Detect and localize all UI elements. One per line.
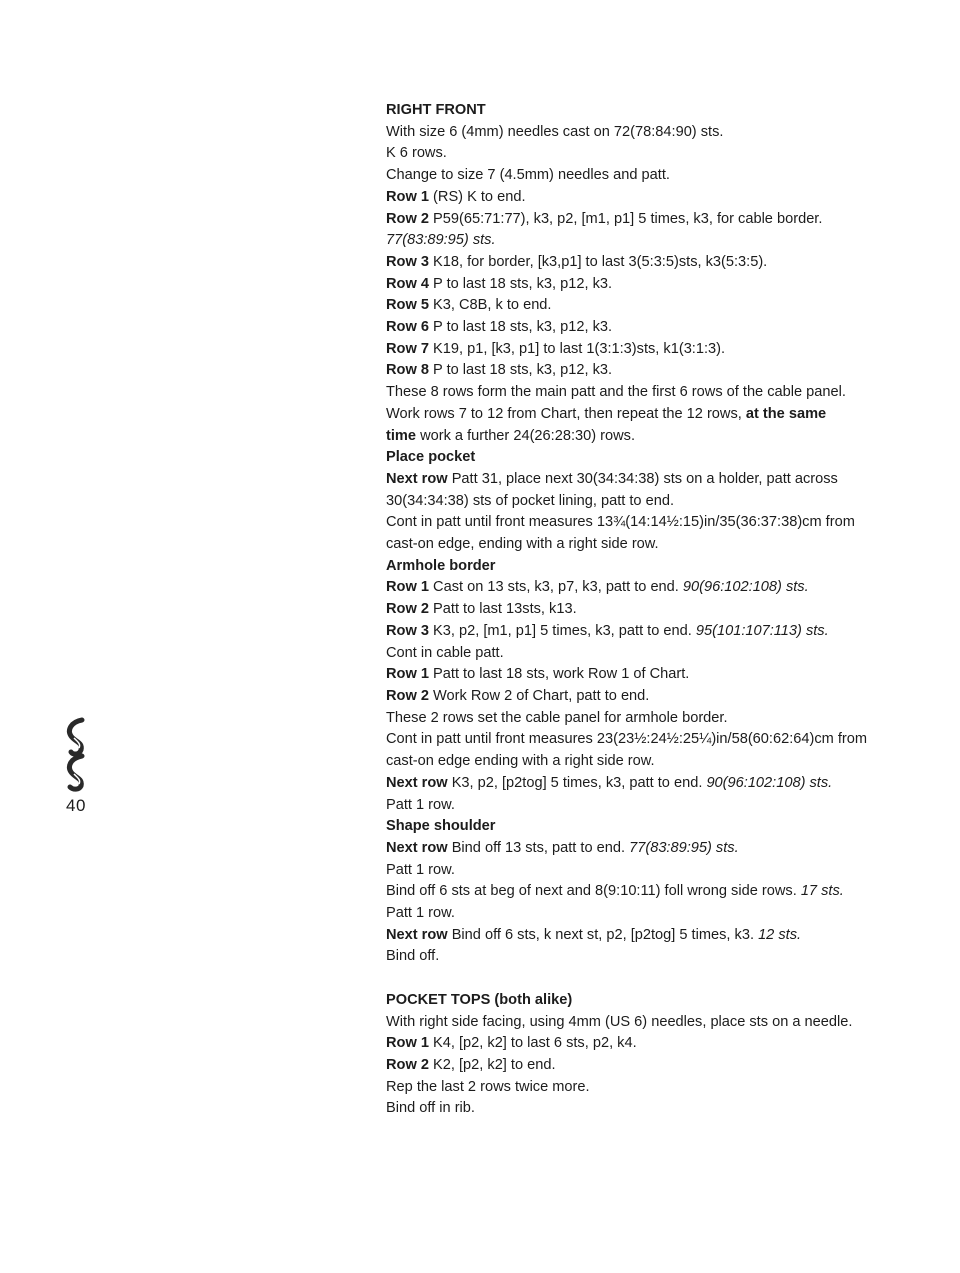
row-text: Patt to last 18 sts, work Row 1 of Chart. <box>428 666 690 683</box>
row-text: P to last 18 sts, k3, p12, k3. <box>428 319 613 336</box>
row-label: Row 1 <box>386 666 429 683</box>
section-heading-right-front: RIGHT FRONT <box>386 102 486 118</box>
row-text: P59(65:71:77), k3, p2, [m1, p1] 5 times, k3, for cable border. <box>428 210 823 227</box>
row-label: Row 2 <box>386 601 429 618</box>
instruction-line: Patt 1 row. <box>386 796 455 813</box>
instruction-line <box>386 404 916 426</box>
row-instruction <box>386 599 916 621</box>
instruction-line: cast-on edge, ending with a right side row. <box>386 536 659 553</box>
row-instruction <box>386 1033 916 1055</box>
row-instruction <box>386 1055 916 1077</box>
row-instruction <box>386 187 916 209</box>
row-text: K2, [p2, k2] to end. <box>428 1056 556 1073</box>
row-instruction <box>386 339 916 361</box>
row-label: Next row <box>386 774 448 791</box>
instruction-line: Bind off. <box>386 948 440 965</box>
row-instruction <box>386 295 916 317</box>
row-text: Bind off 6 sts, k next st, p2, [p2tog] 5 times, k3. <box>447 926 759 943</box>
row-label: Row 3 <box>386 622 429 639</box>
row-label: Row 1 <box>386 188 429 205</box>
instruction-line: Change to size 7 (4.5mm) needles and patt. <box>386 167 670 184</box>
page-number: 40 <box>66 796 86 815</box>
row-label: Row 3 <box>386 253 429 270</box>
row-label: Row 2 <box>386 210 429 227</box>
row-instruction <box>386 274 916 296</box>
instruction-line <box>386 426 916 448</box>
row-label: Row 4 <box>386 275 429 292</box>
instruction-line: Patt 1 row. <box>386 905 455 922</box>
chain-link-icon <box>61 716 91 792</box>
instruction-text: Bind off 6 sts at beg of next and 8(9:10:11) foll wrong side rows. <box>386 883 801 900</box>
row-instruction <box>386 577 916 599</box>
section-heading-armhole-border: Armhole border <box>386 557 496 574</box>
section-heading-shape-shoulder: Shape shoulder <box>386 818 496 835</box>
row-text: Cast on 13 sts, k3, p7, k3, patt to end. <box>428 579 683 596</box>
row-instruction <box>386 686 916 708</box>
row-text: K3, C8B, k to end. <box>428 297 552 314</box>
row-instruction <box>386 925 916 947</box>
row-label: Row 5 <box>386 297 429 314</box>
page-margin <box>54 716 98 816</box>
row-text: Work Row 2 of Chart, patt to end. <box>428 687 650 704</box>
row-instruction <box>386 209 916 231</box>
row-label: Row 1 <box>386 1035 429 1052</box>
instruction-line: Rep the last 2 rows twice more. <box>386 1078 590 1095</box>
row-text: (RS) K to end. <box>428 188 526 205</box>
pattern-text <box>386 100 916 1120</box>
instruction-line: Cont in patt until front measures 23(23½:24½:25¼)in/58(60:62:64)cm from <box>386 731 868 748</box>
row-instruction <box>386 360 916 382</box>
stitch-count <box>386 230 916 252</box>
instruction-line: Cont in patt until front measures 13¾(14:14½:15)in/35(36:37:38)cm from <box>386 514 855 531</box>
instruction-line: cast-on edge ending with a right side row. <box>386 753 655 770</box>
instruction-line <box>386 881 916 903</box>
section-heading-place-pocket: Place pocket <box>386 449 476 466</box>
emphasis-text: time <box>386 427 417 444</box>
row-instruction <box>386 469 916 491</box>
row-text: K4, [p2, k2] to last 6 sts, p2, k4. <box>428 1035 637 1052</box>
instruction-line: Bind off in rib. <box>386 1100 475 1117</box>
instruction-line: These 2 rows set the cable panel for armhole border. <box>386 709 728 726</box>
instruction-line: K 6 rows. <box>386 145 447 162</box>
row-label: Next row <box>386 470 448 487</box>
section-heading-pocket-tops: POCKET TOPS (both alike) <box>386 991 573 1008</box>
row-text: P to last 18 sts, k3, p12, k3. <box>428 362 613 379</box>
stitch-count-text: 77(83:89:95) sts. <box>629 839 739 856</box>
row-label: Row 7 <box>386 340 429 357</box>
section-spacer <box>386 968 916 990</box>
emphasis-text: at the same <box>745 405 827 422</box>
row-text: K19, p1, [k3, p1] to last 1(3:1:3)sts, k1(3:1:3). <box>428 340 726 357</box>
row-label: Row 1 <box>386 579 429 596</box>
stitch-count-text: 90(96:102:108) sts. <box>682 579 809 596</box>
row-text: K3, p2, [m1, p1] 5 times, k3, patt to end. <box>428 622 696 639</box>
stitch-count-text: 90(96:102:108) sts. <box>706 774 833 791</box>
row-label: Row 8 <box>386 362 429 379</box>
instruction-line: These 8 rows form the main patt and the first 6 rows of the cable panel. <box>386 384 846 401</box>
row-text: K18, for border, [k3,p1] to last 3(5:3:5)sts, k3(5:3:5). <box>428 253 768 270</box>
row-instruction <box>386 664 916 686</box>
row-text: K3, p2, [p2tog] 5 times, k3, patt to end. <box>447 774 707 791</box>
row-label: Row 2 <box>386 1056 429 1073</box>
instruction-text: Work rows 7 to 12 from Chart, then repeat the 12 rows, <box>386 405 746 422</box>
stitch-count-text: 95(101:107:113) sts. <box>695 622 829 639</box>
instruction-line: With right side facing, using 4mm (US 6) needles, place sts on a needle. <box>386 1013 853 1030</box>
row-text: P to last 18 sts, k3, p12, k3. <box>428 275 613 292</box>
row-text: Patt to last 13sts, k13. <box>428 601 577 618</box>
row-label: Next row <box>386 926 448 943</box>
instruction-line: Patt 1 row. <box>386 861 455 878</box>
row-text: Patt 31, place next 30(34:34:38) sts on a holder, patt across <box>447 470 838 487</box>
row-instruction <box>386 621 916 643</box>
row-label: Row 6 <box>386 319 429 336</box>
stitch-count-text: 12 sts. <box>758 926 802 943</box>
row-label: Next row <box>386 839 448 856</box>
row-instruction <box>386 773 916 795</box>
row-text: Bind off 13 sts, patt to end. <box>447 839 630 856</box>
row-label: Row 2 <box>386 687 429 704</box>
instruction-line: With size 6 (4mm) needles cast on 72(78:84:90) sts. <box>386 123 724 140</box>
instruction-line: 30(34:34:38) sts of pocket lining, patt to end. <box>386 492 675 509</box>
stitch-count-text: 77(83:89:95) sts. <box>386 232 496 249</box>
row-instruction <box>386 252 916 274</box>
instruction-text: work a further 24(26:28:30) rows. <box>416 427 636 444</box>
instruction-line: Cont in cable patt. <box>386 644 504 661</box>
row-instruction <box>386 317 916 339</box>
row-instruction <box>386 838 916 860</box>
stitch-count-text: 17 sts. <box>800 883 844 900</box>
